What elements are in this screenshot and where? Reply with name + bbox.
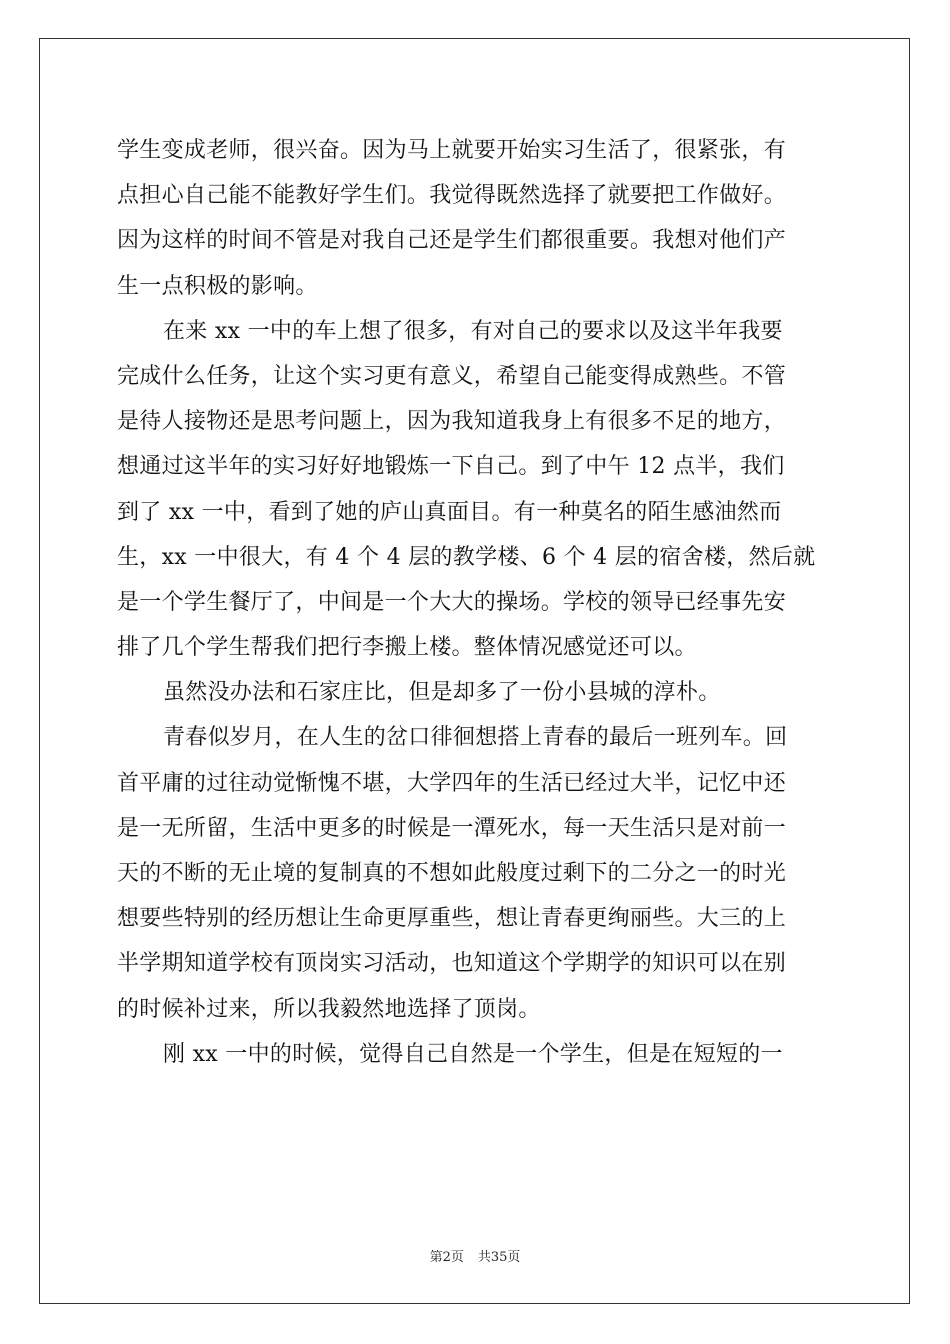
text-line: 完成什么任务，让这个实习更有意义，希望自己能变得成熟些。不管 xyxy=(117,363,787,389)
text-line: 是一个学生餐厅了，中间是一个大大的操场。学校的领导已经事先安 xyxy=(117,589,787,615)
text-line: 学生变成老师，很兴奋。因为马上就要开始实习生活了，很紧张，有 xyxy=(117,138,787,163)
text-line: 到了 xx 一中，看到了她的庐山真面目。有一种莫名的陌生感油然而 xyxy=(117,499,782,525)
page-footer xyxy=(0,1246,950,1265)
text-line: 半学期知道学校有顶岗实习活动，也知道这个学期学的知识可以在别 xyxy=(117,951,787,977)
text-line: 是一无所留，生活中更多的时候是一潭死水，每一天生活只是对前一 xyxy=(117,815,787,841)
page-number: 第2页 xyxy=(429,1250,464,1265)
paragraph-first-line: 青春似岁月，在人生的岔口徘徊想搭上青春的最后一班列车。回 xyxy=(163,725,788,751)
text-line: 因为这样的时间不管是对我自己还是学生们都很重要。我想对他们产 xyxy=(117,228,787,254)
text-line: 生一点积极的影响。 xyxy=(117,273,318,299)
text-line: 首平庸的过往动觉惭愧不堪，大学四年的生活已经过大半，记忆中还 xyxy=(117,770,787,796)
paragraph-first-line: 在来 xx 一中的车上想了很多，有对自己的要求以及这半年我要 xyxy=(163,318,783,344)
text-line: 想通过这半年的实习好好地锻炼一下自己。到了中午 12 点半，我们 xyxy=(117,454,785,480)
document-body xyxy=(117,128,837,1077)
text-line: 天的不断的无止境的复制真的不想如此般度过剩下的二分之一的时光 xyxy=(117,861,787,886)
text-line: 生，xx 一中很大，有 4 个 4 层的教学楼、6 个 4 层的宿舍楼，然后就 xyxy=(117,544,816,570)
text-line: 的时候补过来，所以我毅然地选择了顶岗。 xyxy=(117,996,541,1022)
text-line: 排了几个学生帮我们把行李搬上楼。整体情况感觉还可以。 xyxy=(117,635,697,661)
paragraph-first-line: 虽然没办法和石家庄比，但是却多了一份小县城的淳朴。 xyxy=(163,680,721,706)
text-line: 想要些特别的经历想让生命更厚重些，想让青春更绚丽些。大三的上 xyxy=(117,906,787,932)
text-line: 点担心自己能不能教好学生们。我觉得既然选择了就要把工作做好。 xyxy=(117,183,787,209)
paragraph-first-line: 刚 xx 一中的时候，觉得自己自然是一个学生，但是在短短的一 xyxy=(163,1041,783,1067)
text-line: 是待人接物还是思考问题上，因为我知道我身上有很多不足的地方， xyxy=(117,409,787,435)
page-total: 共35页 xyxy=(477,1250,521,1265)
